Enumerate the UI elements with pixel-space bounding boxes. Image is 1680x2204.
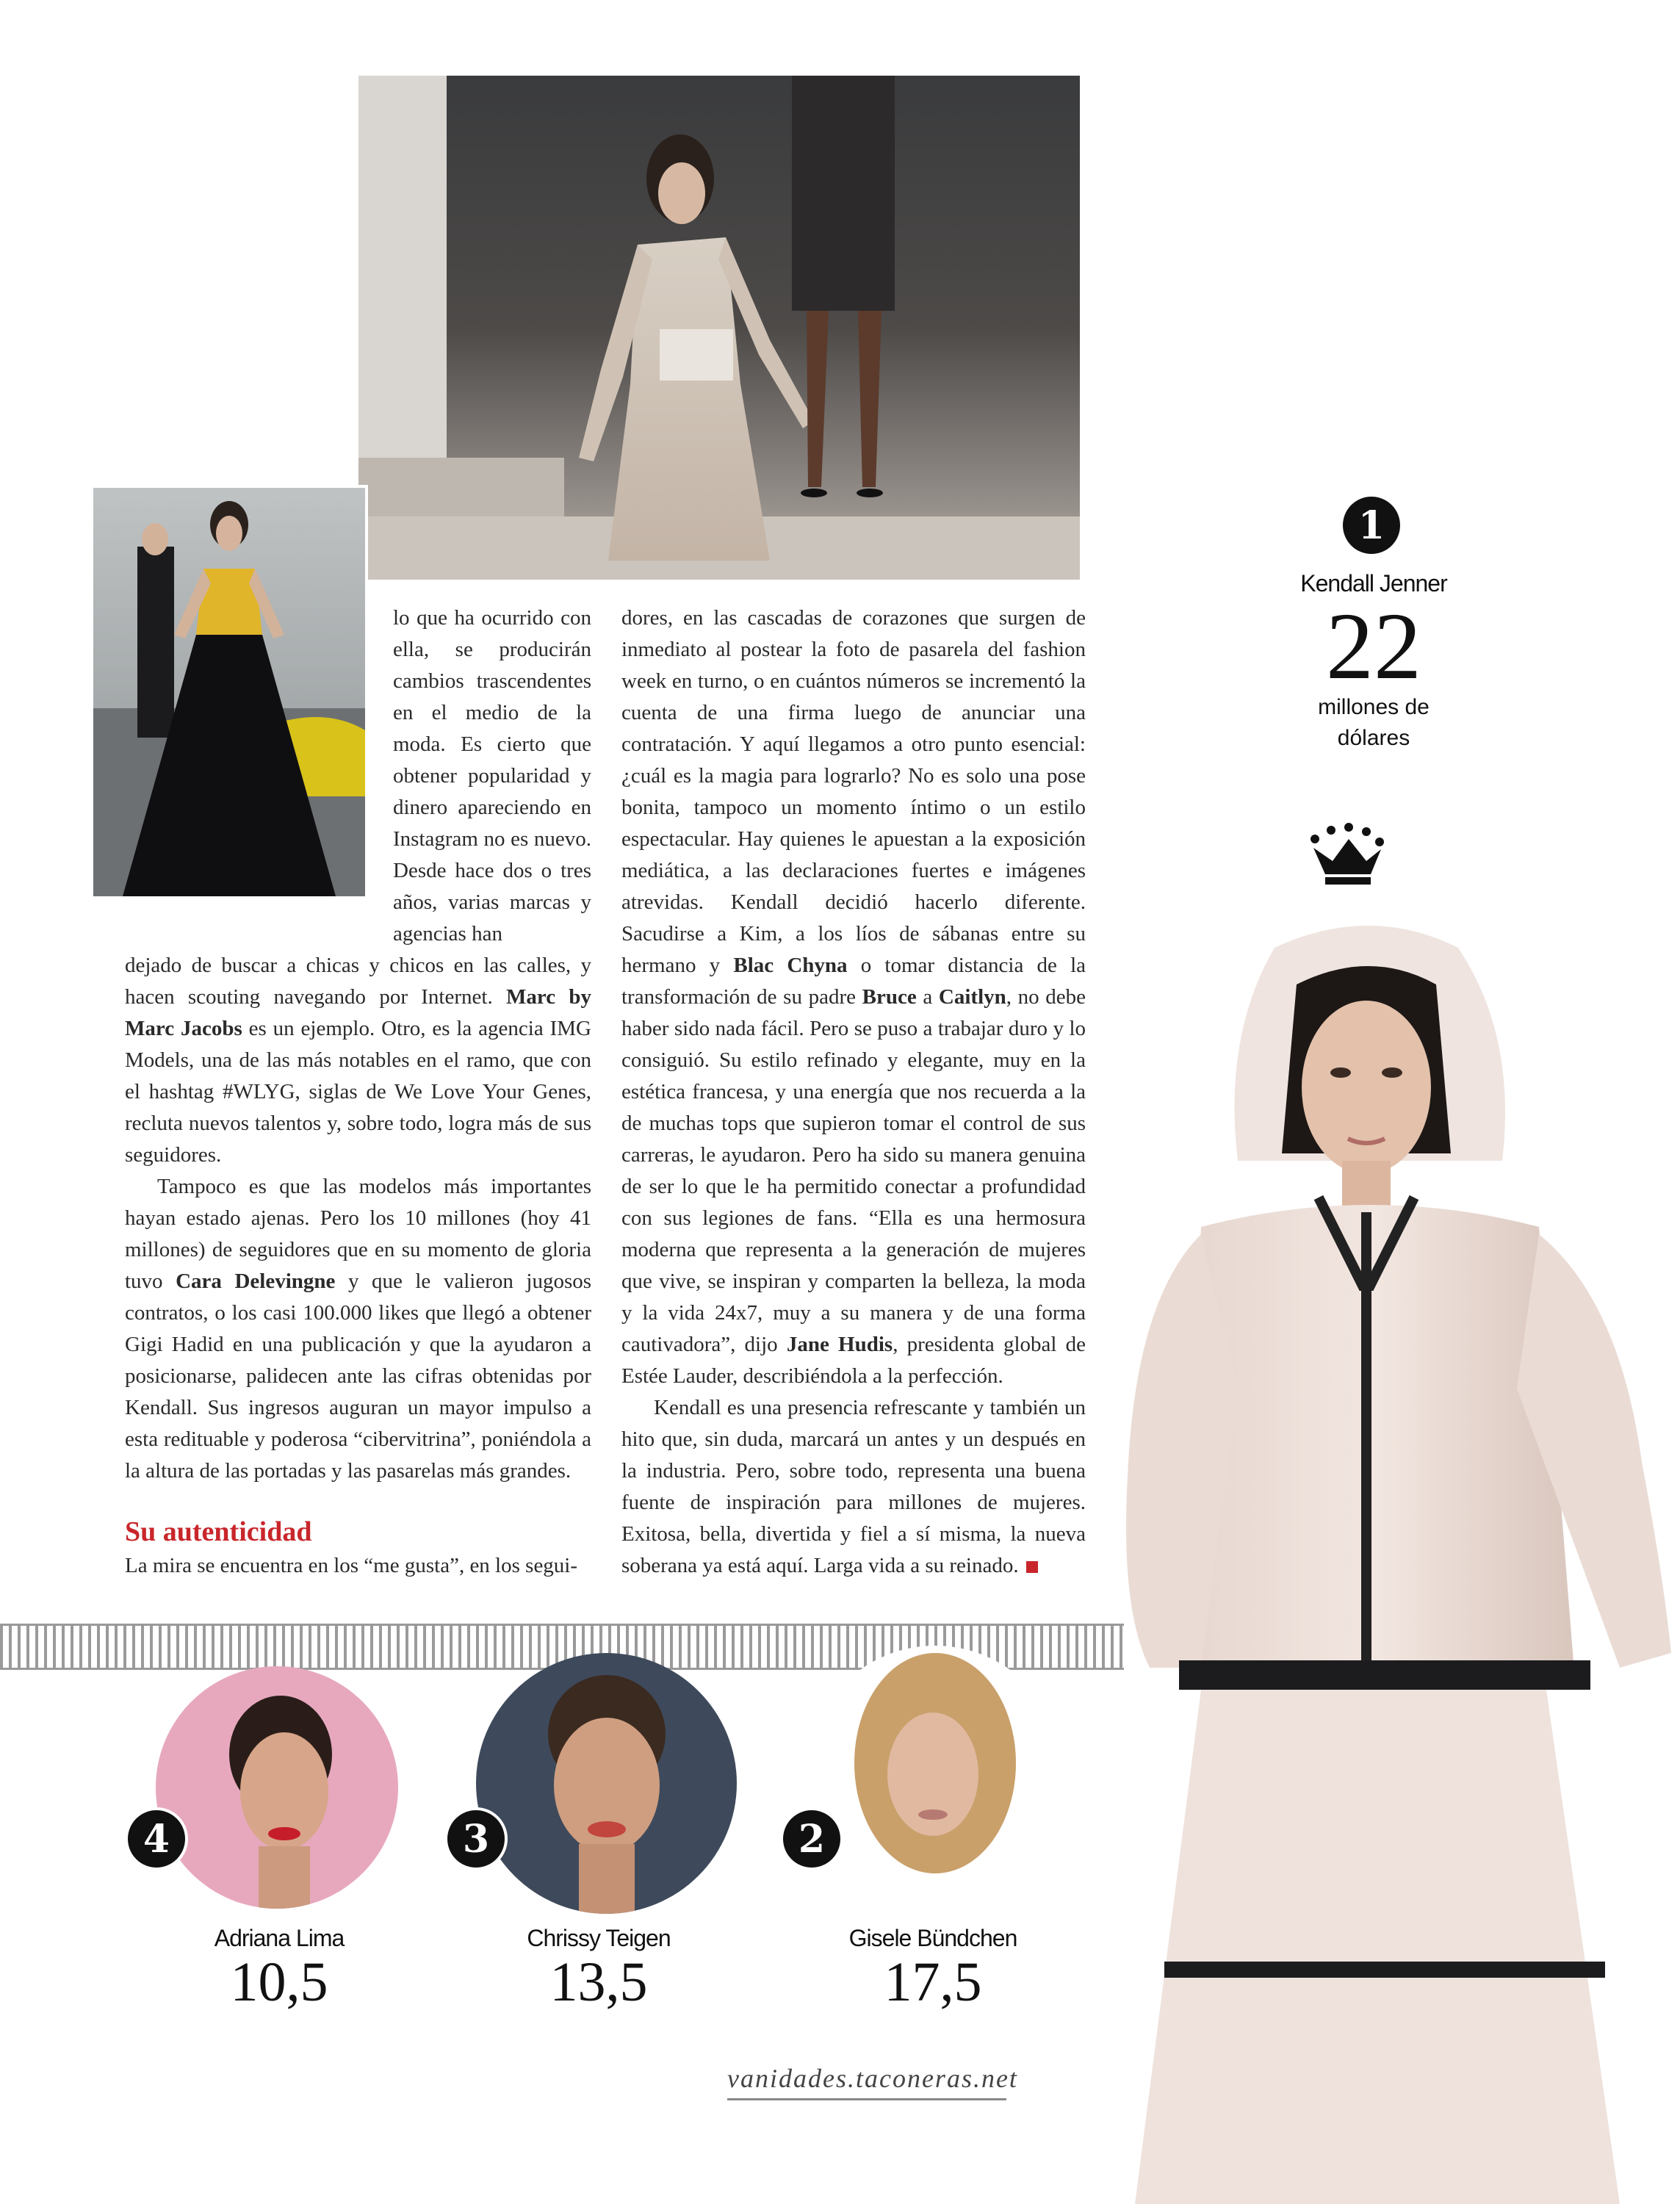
ruler-line	[0, 1624, 1124, 1626]
text: Tampoco es que las modelos más importantes hayan estado ajenas. Pero los 10 millones (hoy 41 millones) de seguidores que en su momento de gloria tuvo	[125, 1175, 591, 1293]
end-mark	[1026, 1561, 1038, 1573]
rank-badge-4: 4	[125, 1807, 188, 1870]
rank-badge-1: 1	[1340, 494, 1403, 557]
rank-badge-3: 3	[444, 1807, 508, 1870]
text: , presidenta global de Estée Lauder, describiéndola a la perfección.	[621, 1333, 1086, 1388]
paragraph	[621, 1392, 1086, 1582]
runway-photo-main	[358, 76, 1080, 580]
bold-name: Caitlyn	[938, 985, 1006, 1009]
article-col1-body	[125, 950, 591, 1487]
text: Kendall es una presencia refrescante y también un hito que, sin duda, marcará un antes y un después en la industria. Pero, sobre todo, representa una buena fuente de inspiración para millones de mujeres. Exitosa, bella, divertida y fiel a sí misma, la nueva soberana ya está aquí. Larga vida a su reinado.	[621, 1396, 1086, 1577]
crown-icon	[1306, 823, 1387, 889]
paragraph	[621, 602, 1086, 1392]
article-col1-tail	[125, 1550, 591, 1582]
text: es un ejemplo. Otro, es la agencia IMG Models, una de las más notables en el ramo, que con el hashtag #WLYG, siglas de We Love Your Genes, recluta nuevos talentos y, sobre todo, logra más de sus seguidores.	[125, 1017, 591, 1167]
text: dejado de buscar a chicas y chicos en las calles, y hacen scouting navegando por Internet.	[125, 954, 591, 1009]
portrait-gisele-bundchen	[807, 1646, 1064, 1903]
kendall-portrait	[1106, 918, 1680, 2204]
rank-name-1: Kendall Jenner	[1300, 570, 1447, 597]
bold-name: Marc by Marc Jacobs	[125, 985, 591, 1040]
text: o tomar distancia de la transformación de su padre	[621, 954, 1086, 1009]
text: dores, en las cascadas de corazones que surgen de inmediato al postear la foto de pasarela del fashion week en turno, o en cuántos números se incrementó la cuenta de una firma luego de anunciar una contratación. Y aquí llegamos a otro punto esencial: ¿cuál es la magia para lograrlo? No es solo una pose bonita, tampoco un momento íntimo o un estilo espectacular. Hay quienes le apuestan a la exposición mediática, a las declaraciones fuertes e imágenes atrevidas. Kendall decidió hacerlo diferente. Sacudirse a Kim, a los líos de sábanas entre su hermano y	[621, 606, 1086, 977]
portrait-adriana-lima	[156, 1666, 398, 1909]
rank-badge-2: 2	[780, 1807, 843, 1870]
bold-name: Jane Hudis	[786, 1333, 893, 1356]
paragraph: lo que ha ocurrido con ella, se producirán cambios trascendentes en el medio de la moda. Es cierto que obtener popularidad y dinero apareciendo en Instagram no es nuevo. Desde hace dos o tres años, varias marcas y agencias han	[393, 606, 591, 946]
rank-name-3: Chrissy Teigen	[527, 1925, 671, 1951]
rank-name-4: Adriana Lima	[214, 1925, 345, 1951]
rank-name-2: Gisele Bündchen	[848, 1925, 1017, 1951]
article-col2	[621, 602, 1086, 1582]
portrait-chrissy-teigen	[476, 1653, 737, 1914]
rank-value-3: 13,5	[549, 1951, 648, 2013]
article-col1-intro	[393, 602, 591, 950]
text: y que le valieron jugosos contratos, o los casi 100.000 likes que llegó a obtener Gigi Hadid en una publicación y que la ayudaron a posicionarse, palidecen ante las cifras obtenidas por Kendall. Sus ingresos auguran un mayor impulso a esta redituable y poderosa “cibervitrina”, poniéndola a la altura de las portadas y las pasarelas más grandes.	[125, 1270, 592, 1483]
rank-unit-1: millones de dólares	[1318, 695, 1430, 750]
paragraph	[125, 950, 591, 1171]
bold-name: Bruce	[862, 985, 917, 1009]
footer-url[interactable]: vanidades.taconeras.net	[727, 2063, 1006, 2100]
paragraph	[125, 1171, 591, 1487]
bold-name: Blac Chyna	[733, 954, 848, 977]
rank-value-4: 10,5	[230, 1951, 328, 2013]
section-heading: Su autenticidad	[125, 1516, 312, 1547]
rank-value-2: 17,5	[884, 1951, 982, 2013]
runway-photo-gown	[90, 485, 368, 899]
bold-name: Cara Delevingne	[176, 1270, 336, 1293]
rank-value-1: 22	[1326, 594, 1421, 699]
paragraph: La mira se encuentra en los “me gusta”, en los segui-	[125, 1554, 578, 1577]
text: , no debe haber sido nada fácil. Pero se puso a trabajar duro y lo consiguió. Su estilo refinado y elegante, muy en la estética francesa, y una energía que nos recuerda a la de muchas tops que supieron tomar el control de sus carreras, le ayudaron. Pero ha sido su manera genuina de ser lo que le ha permitido conectar a profundidad con sus legiones de fans. “Ella es una hermosura moderna que representa a la generación de mujeres que vive, se inspiran y comparten la belleza, la moda y la vida 24x7, muy a su manera y de una forma cautivadora”, dijo	[621, 985, 1086, 1356]
text: a	[923, 985, 933, 1009]
